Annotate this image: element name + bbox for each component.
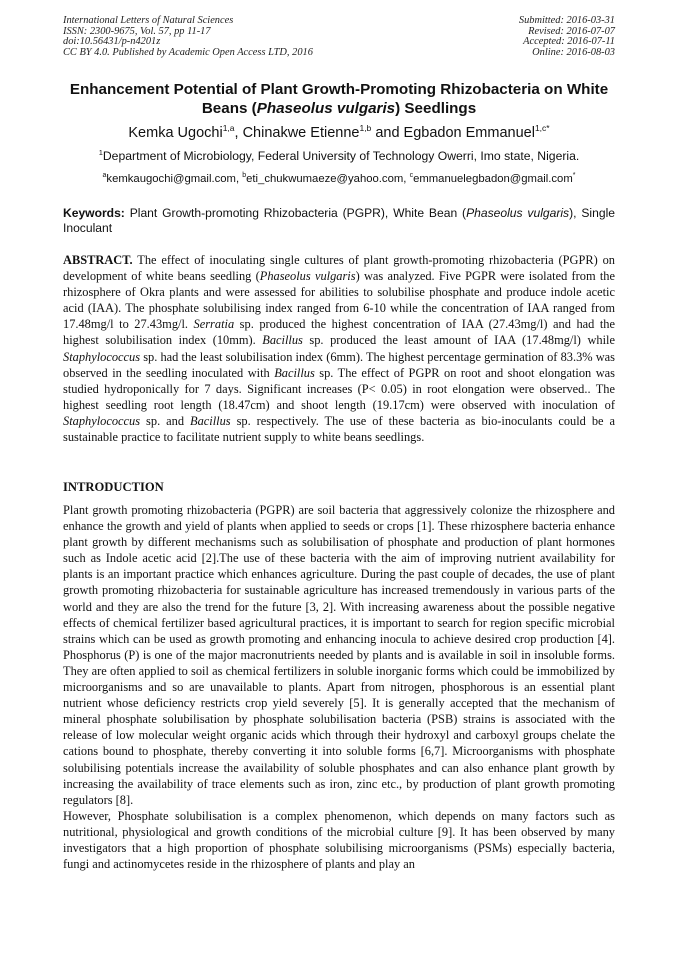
introduction-body xyxy=(63,502,615,872)
date-online: Online: 2016-08-03 xyxy=(532,46,615,58)
abstract-segment: sp. respectively. The use of these bacteria as bio-inoculants could be a sustainable practice to facilitate nutrient supply to white beans seedlings. xyxy=(63,413,615,445)
abstract-segment: sp. and xyxy=(140,413,190,428)
affiliation-text: Department of Microbiology, Federal University of Technology Owerri, Imo state, Nigeria. xyxy=(102,149,580,163)
abstract-segment-italic: Staphylococcus xyxy=(63,413,141,428)
email-sup: a xyxy=(102,172,107,179)
keywords-label: Keywords: xyxy=(63,206,125,220)
abstract-segment-italic: Serratia xyxy=(193,317,235,332)
author-list xyxy=(40,124,638,142)
email-address[interactable]: kemkaugochi@gmail.com xyxy=(106,173,236,185)
author-separator: and xyxy=(371,125,404,141)
journal-name: International Letters of Natural Sciences xyxy=(63,15,234,26)
abstract-segment: sp. The effect of PGPR on root and shoot elongation was studied hydroponically for 7 days. Significant increases (P< 0.05) in root elongation were observed.. The highest seedling root length (18.47cm) and shoot length (19.17cm) were observed with inoculation of xyxy=(63,365,615,412)
abstract-segment-italic: Bacillus xyxy=(190,413,231,428)
author-emails xyxy=(40,172,638,186)
abstract-segment: sp. produced the least amount of IAA (17.48mg/l) while xyxy=(302,333,615,348)
keywords xyxy=(63,206,615,237)
intro-paragraph: Plant growth promoting rhizobacteria (PGPR) are soil bacteria that aggressively colonize the rhizosphere and enhance the growth and yield of plants when applied to seeds or crops [1]. These rhizosphere bacteria enhance plant growth by different mechanisms such as solubilisation of phosphate and production of plant hormones such as Indole acetic acid [2].The use of these bacteria with the aim of improving nutrient availability for plants is an important practice which enhances agriculture. During the past couple of decades, the use of plant growth promoting rhizobacteria for sustainable agriculture has increased tremendously in various parts of the world and they are also the trend for the future [3, 2]. With increasing awareness about the possible negative effects of chemical fertilizer based agricultural practices, it is important to search for region specific microbial strains which can be used as growth promoting and enhancing inocula to achieve desired crop production [4]. Phosphorus (P) is one of the major macronutrients needed by plants and is available in soil in insoluble forms. They are often applied to soil as chemical fertilizers in soluble inorganic forms which could be immobilized by microorganisms and so are unavailable to plants. Apart from nitrogen, phosphorous is an essential plant nutrient whose deficiency restricts crop yield severely [5]. It is generally accepted that the mechanism of mineral phosphate solubilisation by phosphate solubilisation bacteria (PSB) strains is associated with the release of low molecular weight organic acids which through their hydroxyl and carboxyl groups chelate the cations bound to phosphate, thereby converting it into soluble forms [6,7]. Microorganisms with phosphate solubilising potentials increase the availability of soluble phosphates and can also enhance plant growth by increasing the availability of trace elements such as iron, zinc etc., by production of plant growth promoting regulators [8]. xyxy=(63,503,615,807)
email-separator: , xyxy=(403,173,410,185)
abstract-segment-italic: Bacillus xyxy=(274,365,315,380)
paper-title xyxy=(60,80,618,118)
date-submitted: Submitted: 2016-03-31 xyxy=(518,15,615,26)
journal-header-left xyxy=(63,16,313,58)
abstract-label: ABSTRACT. xyxy=(63,253,133,267)
journal-doi: doi:10.56431/p-n4201z xyxy=(63,36,161,48)
abstract-segment: ) was analyzed. Five PGPR were isolated from the rhizosphere of Okra plants and were assessed for abilities to solubilise phosphate and produce indole acetic acid (IAA). The phosphate solubilising index ranged from 6-10 while the concentration of IAA ranged from 17.48mg/l to 27.43mg/l. xyxy=(63,269,615,332)
author-name: Chinakwe Etienne xyxy=(242,125,360,141)
author-separator: , xyxy=(234,125,243,141)
abstract-segment-italic: Phaseolus vulgaris xyxy=(259,269,356,284)
date-accepted: Accepted: 2016-07-11 xyxy=(523,36,615,48)
affiliation xyxy=(40,149,638,164)
journal-license: CC BY 4.0. Published by Academic Open Access LTD, 2016 xyxy=(63,46,313,58)
email-address[interactable]: emmanuelegbadon@gmail.com xyxy=(413,173,573,185)
title-pre: Enhancement Potential of Plant Growth-Promoting Rhizobacteria on White Beans ( xyxy=(69,81,609,117)
keywords-italic: Phaseolus vulgaris xyxy=(466,206,570,220)
author-name: Kemka Ugochi xyxy=(128,125,223,141)
abstract-segment: sp. produced the highest concentration of IAA (27.43mg/l) and had the highest solubilisation index (10mm). xyxy=(63,317,615,348)
journal-header-right xyxy=(519,16,615,58)
abstract-segment-italic: Staphylococcus xyxy=(63,349,141,364)
title-post: ) Seedlings xyxy=(395,100,477,117)
section-heading-introduction: INTRODUCTION xyxy=(63,480,164,494)
email-sup: c xyxy=(409,172,414,179)
keywords-text-end: ), Single Inoculant xyxy=(63,206,615,236)
abstract-segment: sp. had the least solubilisation index (6mm). The highest percentage germination of 83.3% was observed in the seedling inoculated with xyxy=(63,349,615,380)
abstract-segment: The effect of inoculating single cultures of plant growth-promoting rhizobacteria (PGPR) on development of white beans seedling ( xyxy=(63,253,615,284)
email-address[interactable]: eti_chukwumaeze@yahoo.com xyxy=(246,173,404,185)
journal-issn: ISSN: 2300-9675, Vol. 57, pp 11-17 xyxy=(63,25,211,37)
keywords-text: Plant Growth-promoting Rhizobacteria (PGPR), White Bean ( xyxy=(124,206,467,220)
abstract-segment-italic: Bacillus xyxy=(262,333,303,348)
affiliation-sup: 1 xyxy=(98,148,103,157)
author-name: Egbadon Emmanuel xyxy=(403,125,535,141)
date-revised: Revised: 2016-07-07 xyxy=(528,25,615,37)
abstract xyxy=(63,252,615,445)
title-italic: Phaseolus vulgaris xyxy=(256,100,396,117)
intro-paragraph: However, Phosphate solubilisation is a complex phenomenon, which depends on many factors such as nutritional, physiological and growth conditions of the microbial culture [9]. It has been observed by many investigators that a high proportion of phosphate solubilising microorganisms (PSMs) especially bacteria, fungi and actinomycetes reside in the rhizosphere of plants and play an xyxy=(63,808,615,872)
author-affil-sup: 1,a xyxy=(222,123,235,133)
corresponding-author-mark: * xyxy=(572,172,576,179)
email-sup: b xyxy=(242,172,247,179)
author-affil-sup: 1,b xyxy=(359,123,372,133)
email-separator: , xyxy=(235,173,243,185)
author-affil-sup: 1,c* xyxy=(534,123,550,133)
